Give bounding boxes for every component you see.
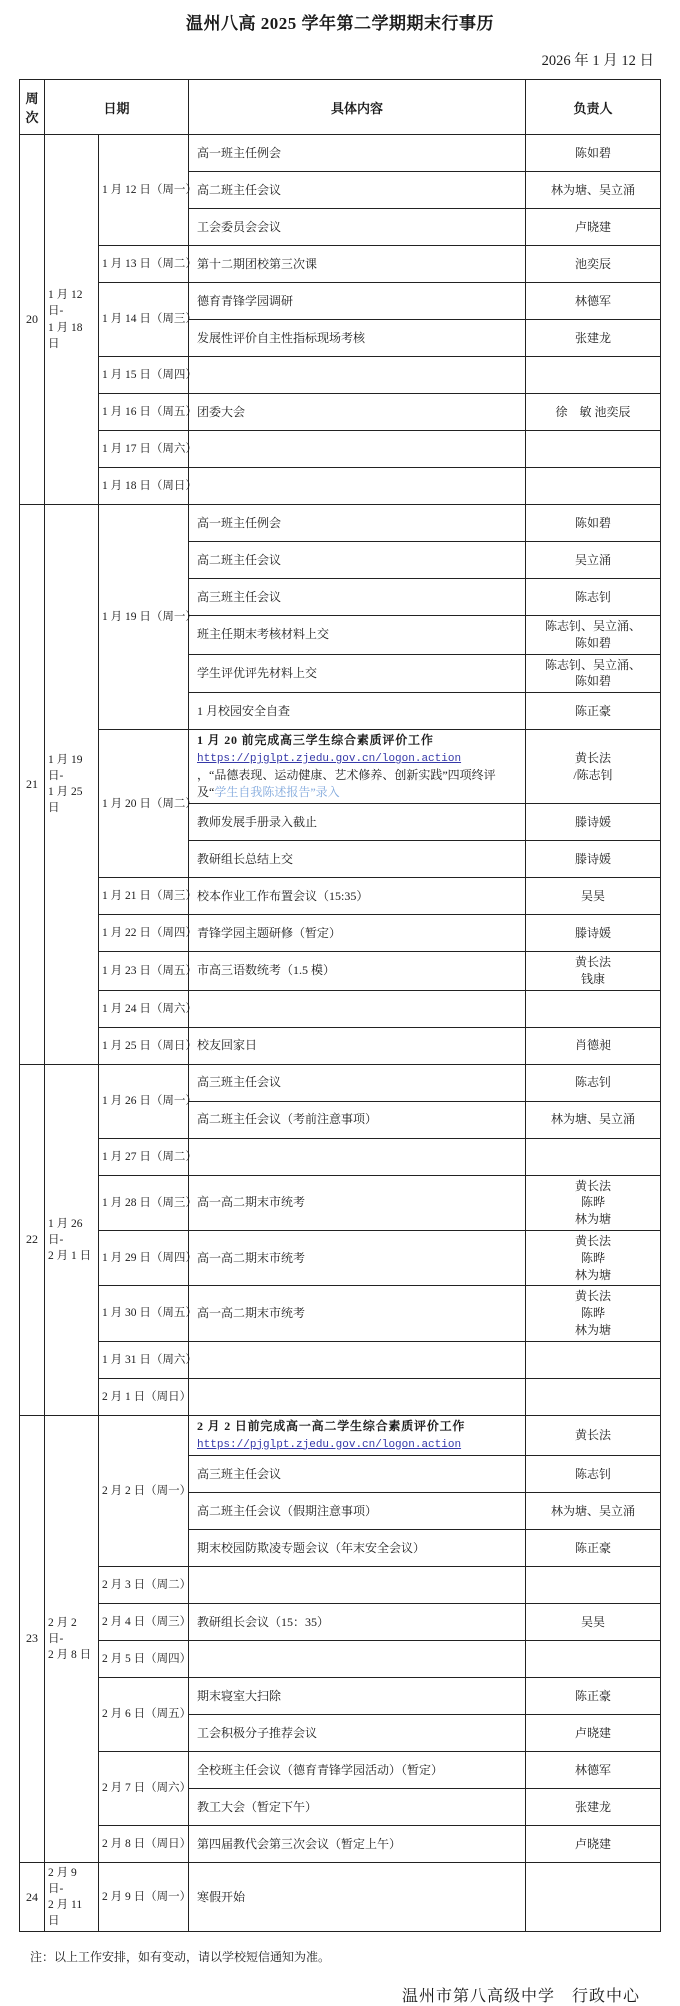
person-cell <box>526 1566 661 1603</box>
schedule-row <box>20 1286 661 1341</box>
schedule-row <box>20 1415 661 1455</box>
person-cell: 陈正豪 <box>526 693 661 730</box>
content-cell <box>189 1378 526 1415</box>
person-cell <box>526 990 661 1027</box>
date-cell: 1 月 29 日（周四） <box>99 1230 189 1285</box>
date-cell: 1 月 19 日（周一） <box>99 505 189 730</box>
person-cell <box>526 357 661 394</box>
schedule-row <box>20 1175 661 1230</box>
evaluation-portal-link[interactable]: https://pjglpt.zjedu.gov.cn/logon.action <box>197 1438 462 1451</box>
person-cell: 林为塘、吴立涌 <box>526 1101 661 1138</box>
schedule-row <box>20 468 661 505</box>
person-cell <box>526 1341 661 1378</box>
schedule-row <box>20 990 661 1027</box>
content-cell: 教师发展手册录入截止 <box>189 803 526 840</box>
content-cell: 高一高二期末市统考 <box>189 1286 526 1341</box>
document-date: 2026 年 1 月 12 日 <box>541 53 654 69</box>
week-range-cell: 2 月 9 日- 2 月 11 日 <box>45 1862 99 1931</box>
page-title: 温州八高 2025 学年第二学期期末行事历 <box>186 14 494 33</box>
person-cell: 林为塘、吴立涌 <box>526 172 661 209</box>
content-cell <box>189 1341 526 1378</box>
date-cell: 1 月 31 日（周六） <box>99 1341 189 1378</box>
schedule-row <box>20 1027 661 1064</box>
person-cell: 林为塘、吴立涌 <box>526 1492 661 1529</box>
person-cell: 陈志钊、吴立涌、 陈如碧 <box>526 654 661 693</box>
person-cell: 吴昊 <box>526 1603 661 1640</box>
col-header-content: 具体内容 <box>189 80 526 135</box>
schedule-row <box>20 1378 661 1415</box>
date-cell: 2 月 8 日（周日） <box>99 1825 189 1862</box>
content-cell: 高二班主任会议 <box>189 172 526 209</box>
schedule-row <box>20 1862 661 1931</box>
date-cell: 2 月 9 日（周一） <box>99 1862 189 1931</box>
person-cell: 徐 敏 池奕辰 <box>526 394 661 431</box>
content-cell: 第十二期团校第三次课 <box>189 246 526 283</box>
issuer: 温州市第八高级中学 行政中心 <box>401 1988 640 2006</box>
schedule-row <box>20 1751 661 1788</box>
content-cell: 高二班主任会议（考前注意事项） <box>189 1101 526 1138</box>
schedule-row <box>20 1064 661 1101</box>
content-cell: 高二班主任会议 <box>189 542 526 579</box>
content-cell: 高三班主任会议 <box>189 1455 526 1492</box>
date-cell: 1 月 23 日（周五） <box>99 951 189 990</box>
col-header-date: 日期 <box>45 80 189 135</box>
schedule-table <box>19 79 661 1932</box>
content-cell <box>189 1640 526 1677</box>
task-text: ，“品德表现、运动健康、艺术修养、创新实践”四项终评及“ <box>197 768 496 800</box>
content-cell: 教研组长总结上交 <box>189 840 526 877</box>
week-number-cell: 24 <box>20 1862 45 1931</box>
date-cell: 1 月 28 日（周三） <box>99 1175 189 1230</box>
week-range-cell: 1 月 19 日- 1 月 25 日 <box>45 505 99 1065</box>
week-number-cell: 20 <box>20 135 45 505</box>
date-cell: 1 月 14 日（周三） <box>99 283 189 357</box>
schedule-row <box>20 1603 661 1640</box>
content-cell: 学生评优评先材料上交 <box>189 654 526 693</box>
person-cell: 黄长法 <box>526 1415 661 1455</box>
person-cell: 陈志钊 <box>526 579 661 616</box>
task-description <box>197 767 521 801</box>
person-cell <box>526 468 661 505</box>
schedule-row <box>20 1566 661 1603</box>
content-cell: 高一班主任例会 <box>189 135 526 172</box>
date-cell: 1 月 20 日（周二） <box>99 730 189 878</box>
person-cell <box>526 1138 661 1175</box>
person-cell: 林德军 <box>526 283 661 320</box>
person-cell <box>526 431 661 468</box>
content-cell: 1 月校园安全自查 <box>189 693 526 730</box>
date-cell: 1 月 17 日（周六） <box>99 431 189 468</box>
person-cell: 滕诗媛 <box>526 840 661 877</box>
content-cell <box>189 357 526 394</box>
date-cell: 1 月 15 日（周四） <box>99 357 189 394</box>
person-cell: 卢晓建 <box>526 209 661 246</box>
schedule-row <box>20 1230 661 1285</box>
person-cell: 吴昊 <box>526 877 661 914</box>
content-cell: 第四届教代会第三次会议（暂定上午） <box>189 1825 526 1862</box>
person-cell: 陈如碧 <box>526 505 661 542</box>
content-cell: 寒假开始 <box>189 1862 526 1931</box>
content-cell: 高三班主任会议 <box>189 579 526 616</box>
date-cell: 1 月 22 日（周四） <box>99 914 189 951</box>
schedule-row <box>20 914 661 951</box>
content-cell: 工会积极分子推荐会议 <box>189 1714 526 1751</box>
date-cell: 2 月 2 日（周一） <box>99 1415 189 1566</box>
content-cell <box>189 990 526 1027</box>
content-cell <box>189 431 526 468</box>
date-cell: 2 月 3 日（周二） <box>99 1566 189 1603</box>
person-cell: 滕诗媛 <box>526 803 661 840</box>
person-cell <box>526 1862 661 1931</box>
schedule-row <box>20 283 661 320</box>
header-row <box>20 80 661 135</box>
col-header-person: 负责人 <box>526 80 661 135</box>
content-cell: 校本作业工作布置会议（15:35） <box>189 877 526 914</box>
date-cell: 1 月 13 日（周二） <box>99 246 189 283</box>
content-cell <box>189 1415 526 1455</box>
person-cell: 肖德昶 <box>526 1027 661 1064</box>
date-cell: 1 月 16 日（周五） <box>99 394 189 431</box>
schedule-row <box>20 730 661 804</box>
content-cell: 团委大会 <box>189 394 526 431</box>
content-cell: 教研组长会议（15：35） <box>189 1603 526 1640</box>
schedule-row <box>20 394 661 431</box>
self-report-entry-link[interactable]: 学生自我陈述报告”录入 <box>214 785 340 800</box>
content-cell <box>189 1138 526 1175</box>
date-cell: 2 月 7 日（周六） <box>99 1751 189 1825</box>
content-cell: 德育青锋学园调研 <box>189 283 526 320</box>
schedule-row <box>20 1138 661 1175</box>
content-cell: 青锋学园主题研修（暂定） <box>189 914 526 951</box>
date-cell: 1 月 21 日（周三） <box>99 877 189 914</box>
schedule-row <box>20 505 661 542</box>
week-number-cell: 21 <box>20 505 45 1065</box>
content-cell: 工会委员会会议 <box>189 209 526 246</box>
schedule-row <box>20 1677 661 1714</box>
date-cell: 1 月 18 日（周日） <box>99 468 189 505</box>
person-cell <box>526 1378 661 1415</box>
content-cell: 市高三语数统考（1.5 模） <box>189 951 526 990</box>
date-cell: 2 月 1 日（周日） <box>99 1378 189 1415</box>
person-cell: 陈志钊、吴立涌、 陈如碧 <box>526 616 661 655</box>
person-cell: 滕诗媛 <box>526 914 661 951</box>
task-title: 2 月 2 日前完成高一高二学生综合素质评价工作 <box>197 1418 466 1433</box>
person-cell: 陈正豪 <box>526 1677 661 1714</box>
person-cell: 黄长法 陈晔 林为塘 <box>526 1230 661 1285</box>
person-cell: 黄长法 陈晔 林为塘 <box>526 1286 661 1341</box>
content-cell: 高一高二期末市统考 <box>189 1230 526 1285</box>
date-cell: 1 月 30 日（周五） <box>99 1286 189 1341</box>
person-cell: 吴立涌 <box>526 542 661 579</box>
person-cell: 陈正豪 <box>526 1529 661 1566</box>
date-cell: 1 月 25 日（周日） <box>99 1027 189 1064</box>
week-number-cell: 22 <box>20 1064 45 1415</box>
person-cell: 池奕辰 <box>526 246 661 283</box>
person-cell: 黄长法 /陈志钊 <box>526 730 661 804</box>
person-cell: 林德军 <box>526 1751 661 1788</box>
content-cell: 教工大会（暂定下午） <box>189 1788 526 1825</box>
date-cell: 2 月 4 日（周三） <box>99 1603 189 1640</box>
person-cell: 陈志钊 <box>526 1064 661 1101</box>
person-cell: 张建龙 <box>526 320 661 357</box>
week-range-cell: 1 月 26 日- 2 月 1 日 <box>45 1064 99 1415</box>
person-cell: 卢晓建 <box>526 1825 661 1862</box>
content-cell: 班主任期末考核材料上交 <box>189 616 526 655</box>
week-range-cell: 2 月 2 日- 2 月 8 日 <box>45 1415 99 1862</box>
content-cell: 校友回家日 <box>189 1027 526 1064</box>
task-title: 1 月 20 前完成高三学生综合素质评价工作 <box>197 733 434 748</box>
person-cell: 张建龙 <box>526 1788 661 1825</box>
schedule-row <box>20 1640 661 1677</box>
date-cell: 1 月 12 日（周一） <box>99 135 189 246</box>
content-cell: 高二班主任会议（假期注意事项） <box>189 1492 526 1529</box>
schedule-row <box>20 135 661 172</box>
schedule-row <box>20 357 661 394</box>
person-cell: 卢晓建 <box>526 1714 661 1751</box>
schedule-row <box>20 431 661 468</box>
schedule-row <box>20 951 661 990</box>
content-cell: 发展性评价自主性指标现场考核 <box>189 320 526 357</box>
schedule-row <box>20 246 661 283</box>
date-cell: 1 月 24 日（周六） <box>99 990 189 1027</box>
person-cell: 陈志钊 <box>526 1455 661 1492</box>
footnote: 注：以上工作安排，如有变动，请以学校短信通知为准。 <box>30 1950 331 1965</box>
schedule-row <box>20 877 661 914</box>
person-cell <box>526 1640 661 1677</box>
content-cell: 高三班主任会议 <box>189 1064 526 1101</box>
content-cell: 高一班主任例会 <box>189 505 526 542</box>
week-range-cell: 1 月 12 日- 1 月 18 日 <box>45 135 99 505</box>
week-number-cell: 23 <box>20 1415 45 1862</box>
evaluation-portal-link[interactable]: https://pjglpt.zjedu.gov.cn/logon.action <box>197 752 462 765</box>
content-cell: 期末校园防欺凌专题会议（年末安全会议） <box>189 1529 526 1566</box>
schedule-row <box>20 1341 661 1378</box>
schedule-row <box>20 1825 661 1862</box>
content-cell: 期末寝室大扫除 <box>189 1677 526 1714</box>
schedule-body <box>20 135 661 1932</box>
date-cell: 2 月 6 日（周五） <box>99 1677 189 1751</box>
date-cell: 1 月 26 日（周一） <box>99 1064 189 1138</box>
date-cell: 1 月 27 日（周二） <box>99 1138 189 1175</box>
content-cell: 全校班主任会议（德育青锋学园活动）（暂定） <box>189 1751 526 1788</box>
content-cell <box>189 468 526 505</box>
person-cell: 陈如碧 <box>526 135 661 172</box>
person-cell: 黄长法 陈晔 林为塘 <box>526 1175 661 1230</box>
col-header-week: 周 次 <box>20 80 45 135</box>
content-cell <box>189 730 526 804</box>
person-cell: 黄长法 钱康 <box>526 951 661 990</box>
content-cell <box>189 1566 526 1603</box>
date-cell: 2 月 5 日（周四） <box>99 1640 189 1677</box>
content-cell: 高一高二期末市统考 <box>189 1175 526 1230</box>
